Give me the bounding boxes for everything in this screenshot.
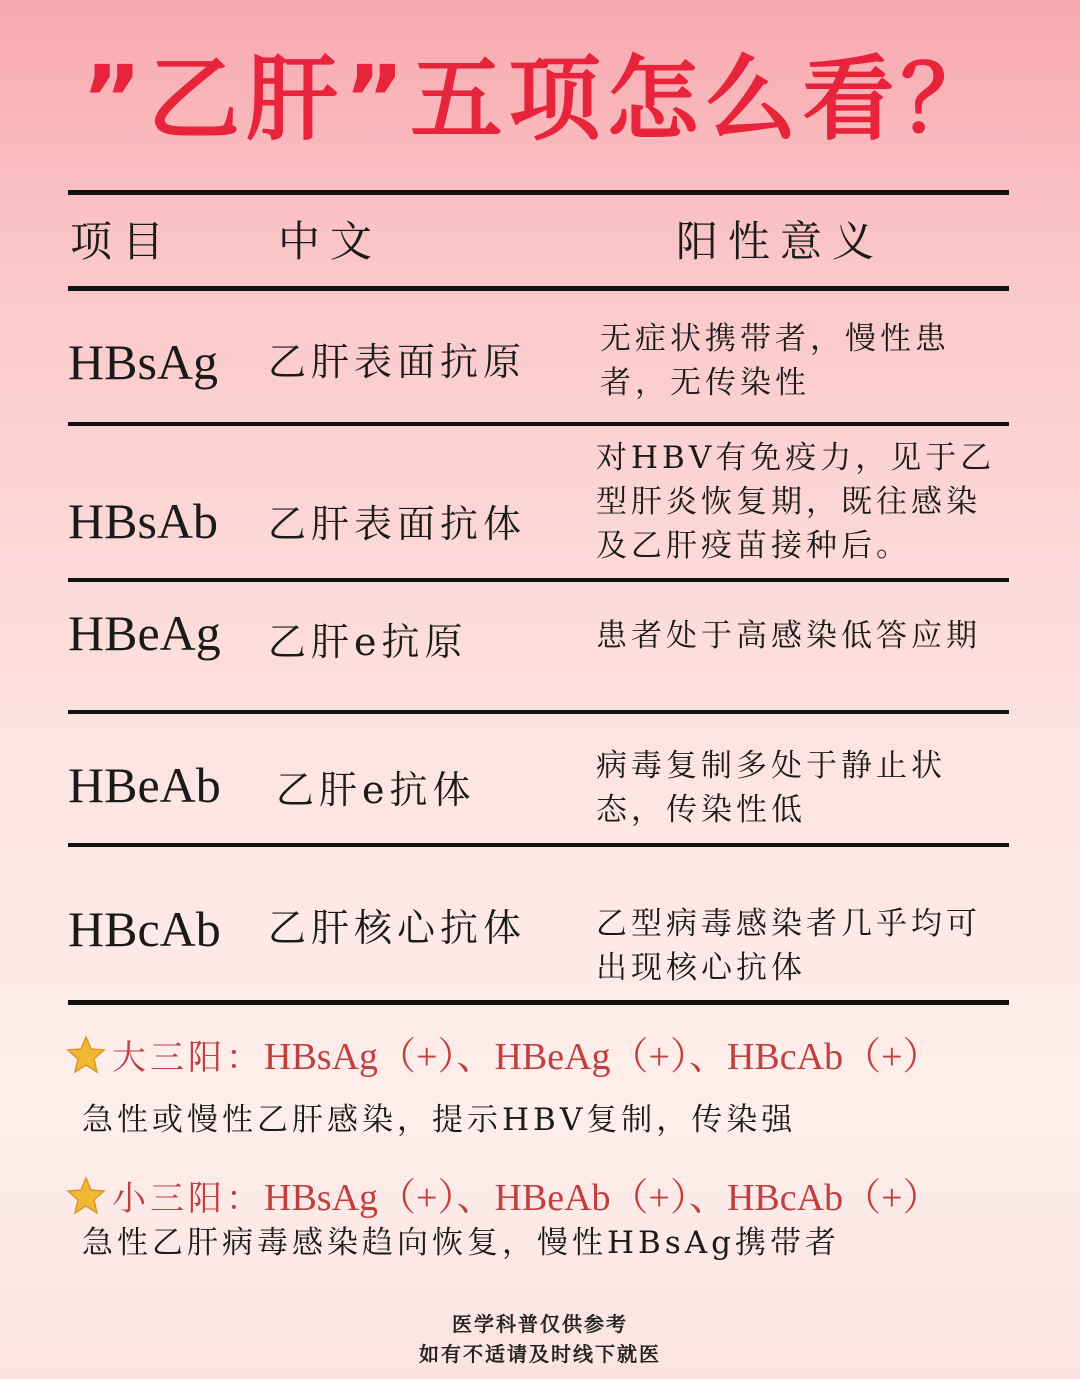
- marker-chinese: 乙肝表面抗体: [268, 502, 527, 546]
- header-meaning: 阳性意义: [676, 217, 885, 266]
- header-item: 项目: [70, 217, 175, 266]
- marker-chinese: 乙肝表面抗原: [268, 340, 527, 384]
- marker-meaning: 患者处于高感染低答应期: [596, 618, 981, 654]
- footer-disclaimer: 医学科普仅供参考: [452, 1312, 628, 1336]
- row-divider: [68, 422, 1009, 426]
- note-markers: HBsAg（+）、HBeAb（+）、HBcAb（+）: [264, 1177, 941, 1219]
- marker-chinese: 乙肝e抗体: [276, 768, 476, 812]
- marker-meaning: 无症状携带者，慢性患者，无传染性: [600, 321, 950, 401]
- row-divider: [68, 710, 1009, 714]
- star-icon: [66, 1035, 106, 1075]
- table-bottom-rule: [68, 1000, 1009, 1005]
- footer-advice: 如有不适请及时线下就医: [419, 1342, 661, 1366]
- marker-chinese: 乙肝核心抗体: [268, 906, 527, 950]
- row-divider: [68, 578, 1009, 582]
- marker-meaning: 乙型病毒感染者几乎均可出现核心抗体: [596, 906, 981, 986]
- note-description: 急性或慢性乙肝感染，提示HBV复制，传染强: [82, 1102, 797, 1138]
- marker-meaning: 病毒复制多处于静止状态，传染性低: [596, 748, 946, 828]
- marker-chinese: 乙肝e抗原: [268, 620, 468, 664]
- big-three-positive-line: [66, 1032, 941, 1083]
- small-three-positive-line: [66, 1173, 941, 1224]
- marker-code: HBsAb: [68, 493, 219, 549]
- row-divider: [68, 843, 1009, 847]
- table-top-rule: [68, 190, 1009, 195]
- note-label: 大三阳：: [112, 1038, 264, 1078]
- note-markers: HBsAg（+）、HBeAg（+）、HBcAb（+）: [264, 1036, 941, 1078]
- star-icon: [66, 1176, 106, 1216]
- page-title: ”乙肝”五项怎么看？: [81, 46, 999, 153]
- marker-code: HBeAg: [68, 605, 221, 661]
- marker-code: HBcAb: [68, 901, 221, 957]
- marker-code: HBsAg: [68, 334, 219, 390]
- table-header-rule: [68, 286, 1009, 291]
- header-chinese: 中文: [278, 217, 383, 266]
- marker-meaning: 对HBV有免疫力，见于乙型肝炎恢复期，既往感染及乙肝疫苗接种后。: [596, 440, 996, 564]
- marker-code: HBeAb: [68, 757, 221, 813]
- note-description: 急性乙肝病毒感染趋向恢复，慢性HBsAg携带者: [82, 1225, 840, 1261]
- note-label: 小三阳：: [112, 1179, 264, 1219]
